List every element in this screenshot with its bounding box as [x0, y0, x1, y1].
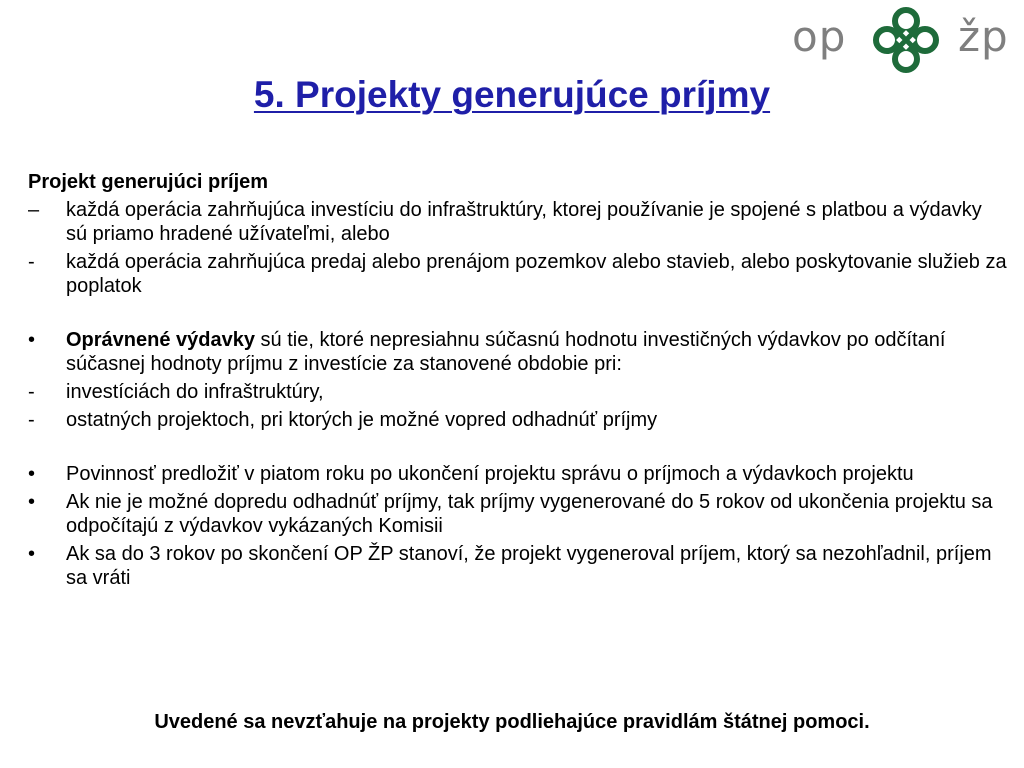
bullet-item	[28, 490, 1008, 538]
list-item-text: ostatných projektoch, pri ktorých je možné vopred odhadnúť príjmy	[66, 409, 658, 431]
bullet-item	[28, 542, 1008, 590]
logo-text-op: op	[792, 12, 847, 61]
list-item	[28, 198, 1008, 246]
op-zp-logo	[790, 4, 1020, 76]
page-title: 5. Projekty generujúce príjmy	[253, 74, 771, 115]
bullet-text: sú tie, ktoré nepresiahnu súčasnú hodnotu investičných výdavkov po odčítaní súčasnej hodnoty príjmu z investície za stanovené obdobie pri:	[66, 329, 946, 375]
footer-note: Uvedené sa nevzťahuje na projekty podliehajúce pravidlám štátnej pomoci.	[154, 711, 870, 733]
dash-marker: –	[28, 199, 40, 221]
list-item-text: každá operácia zahrňujúca investíciu do infraštruktúry, ktorej používanie je spojené s platbou a výdavky sú priamo hradené užívateľmi, alebo	[66, 199, 982, 245]
bullet-item	[28, 462, 1008, 486]
bullet-text: Ak nie je možné dopredu odhadnúť príjmy, tak príjmy vygenerované do 5 rokov od ukončenia projektu sa odpočítajú z výdavkov vykázaných Komisii	[66, 491, 993, 537]
clover-logo-icon	[872, 6, 940, 74]
bullet-marker: •	[28, 491, 36, 513]
bold-term: Oprávnené výdavky	[66, 329, 255, 351]
list-item	[28, 380, 1008, 404]
bullet-text: Povinnosť predložiť v piatom roku po ukončení projektu správu o príjmoch a výdavkoch projektu	[66, 463, 914, 485]
list-item	[28, 250, 1008, 298]
section-heading: Projekt generujúci príjem	[28, 171, 269, 193]
dash-marker: -	[28, 409, 35, 431]
list-item	[28, 408, 1008, 432]
dash-marker: -	[28, 251, 35, 273]
bullet-item	[28, 328, 1008, 376]
slide-content	[28, 170, 1008, 590]
list-item-text: každá operácia zahrňujúca predaj alebo prenájom pozemkov alebo stavieb, alebo poskytovanie služieb za poplatok	[66, 251, 1007, 297]
list-item-text: investíciách do infraštruktúry,	[66, 381, 324, 403]
dash-marker: -	[28, 381, 35, 403]
bullet-marker: •	[28, 329, 36, 351]
bullet-marker: •	[28, 463, 36, 485]
bullet-marker: •	[28, 543, 36, 565]
logo-text-zp: žp	[958, 12, 1009, 61]
bullet-text: Ak sa do 3 rokov po skončení OP ŽP stanoví, že projekt vygeneroval príjem, ktorý sa nezohľadnil, príjem sa vráti	[66, 543, 992, 589]
